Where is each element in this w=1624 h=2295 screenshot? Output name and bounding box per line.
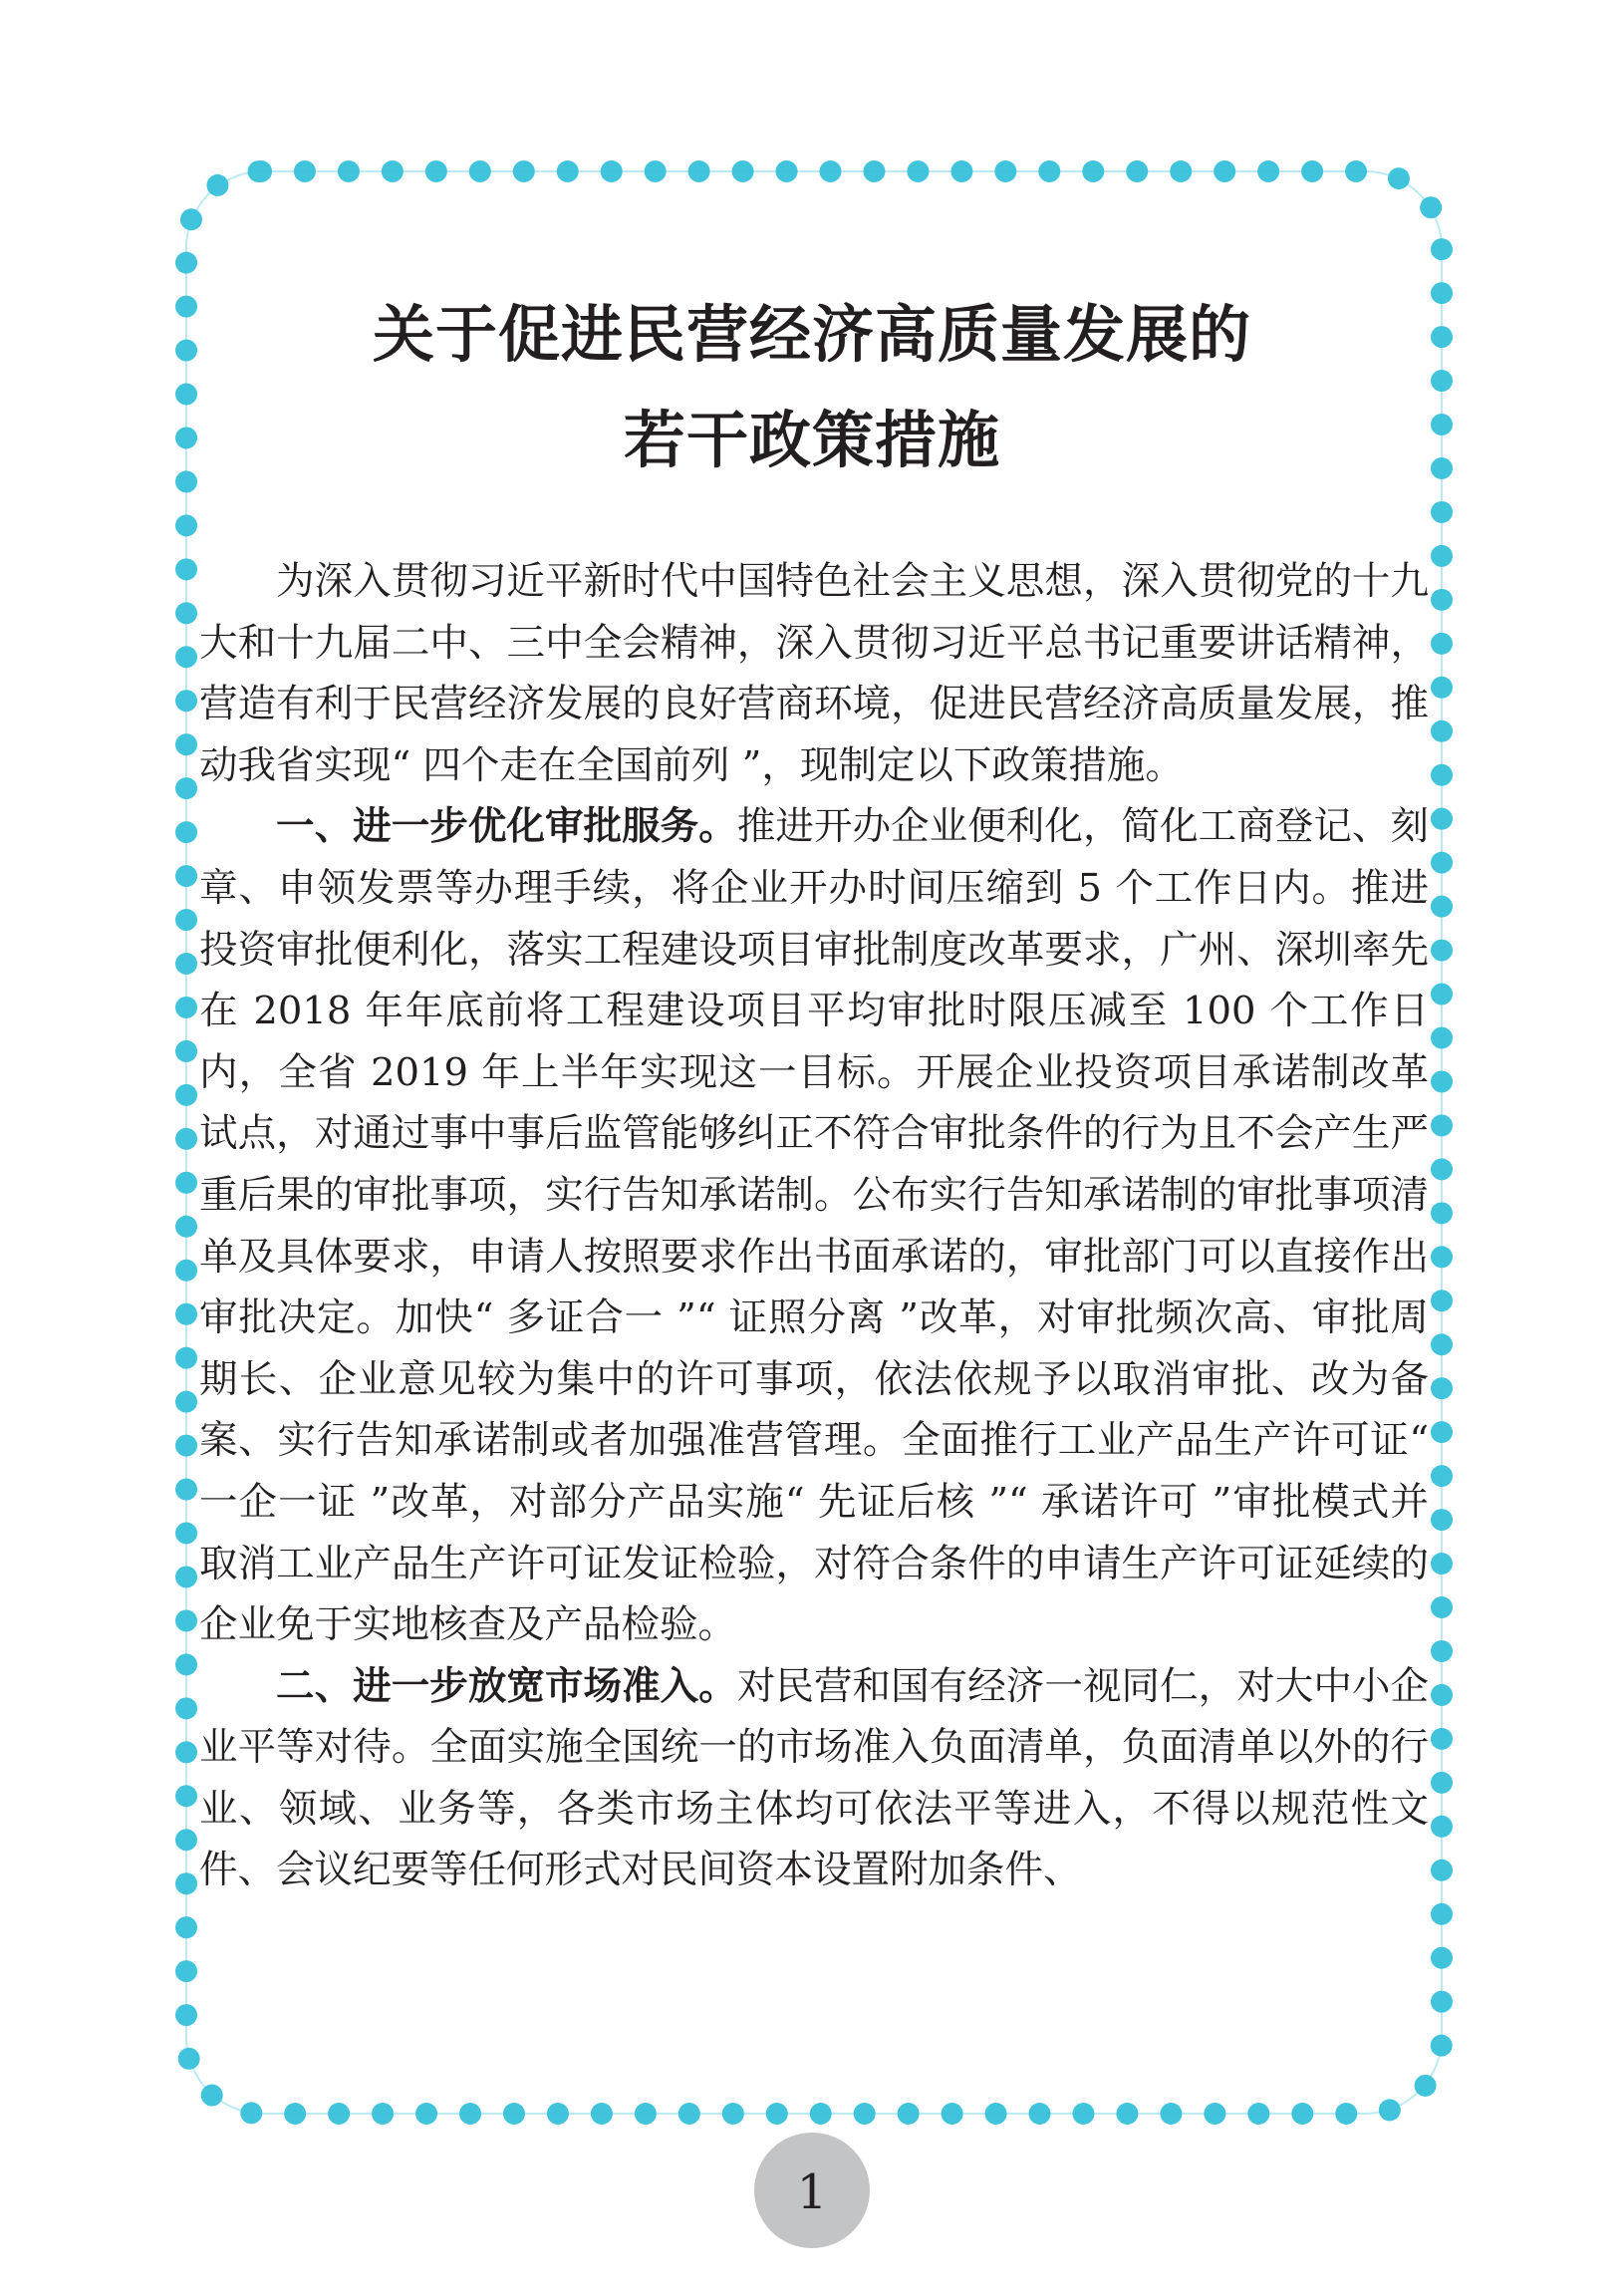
paragraph-section-1 (199, 796, 1429, 1655)
document-body (199, 551, 1429, 1901)
document-title-line-1: 关于促进民营经济高质量发展的 (372, 298, 1251, 371)
paragraph-text: 为深入贯彻习近平新时代中国特色社会主义思想，深入贯彻党的十九大和十九届二中、三中全会精神，深入贯彻习近平总书记重要讲话精神，营造有利于民营经济发展的良好营商环境，促进民营经济高质量发展，推动我省实现“ 四个走在全国前列 ”，现制定以下政策措施。 (199, 559, 1429, 788)
section-1-heading: 一、进一步优化审批服务。 (276, 804, 737, 850)
section-2-heading: 二、进一步放宽市场准入。 (276, 1663, 737, 1709)
document-title-line-2: 若干政策措施 (623, 404, 1000, 476)
section-2-text: 对民营和国有经济一视同仁，对大中小企业平等对待。全面实施全国统一的市场准入负面清单，负面清单以外的行业、领域、业务等，各类市场主体均可依法平等进入，不得以规范性文件、会议纪要等任何形式对民间资本设置附加条件、 (199, 1663, 1429, 1893)
page-number-badge (754, 2133, 870, 2248)
section-1-text: 推进开办企业便利化，简化工商登记、刻章、申领发票等办理手续，将企业开办时间压缩到 5 个工作日内。推进投资审批便利化，落实工程建设项目审批制度改革要求，广州、深圳率先在 2018 年年底前将工程建设项目平均审批时限压减至 100 个工作日内，全省 2019 年上半年实现这一目标。开展企业投资项目承诺制改革试点，对通过事中事后监管能够纠正不符合审批条件的行为且不会产生严重后果的审批事项，实行告知承诺制。公布实行告知承诺制的审批事项清单及具体要求，申请人按照要求作出书面承诺的，审批部门可以直接作出审批决定。加快“ 多证合一 ”“ 证照分离 ”改革，对审批频次高、审批周期长、企业意见较为集中的许可事项，依法依规予以取消审批、改为备案、实行告知承诺制或者加强准营管理。全面推行工业产品生产许可证“ 一企一证 ”改革，对部分产品实施“ 先证后核 ”“ 承诺许可 ”审批模式并取消工业产品生产许可证发证检验，对符合条件的申请生产许可证延续的企业免于实地核查及产品检验。 (199, 804, 1429, 1648)
paragraph-section-2 (199, 1656, 1429, 1901)
paragraph-intro (199, 551, 1429, 796)
page-number: 1 (796, 2164, 828, 2220)
